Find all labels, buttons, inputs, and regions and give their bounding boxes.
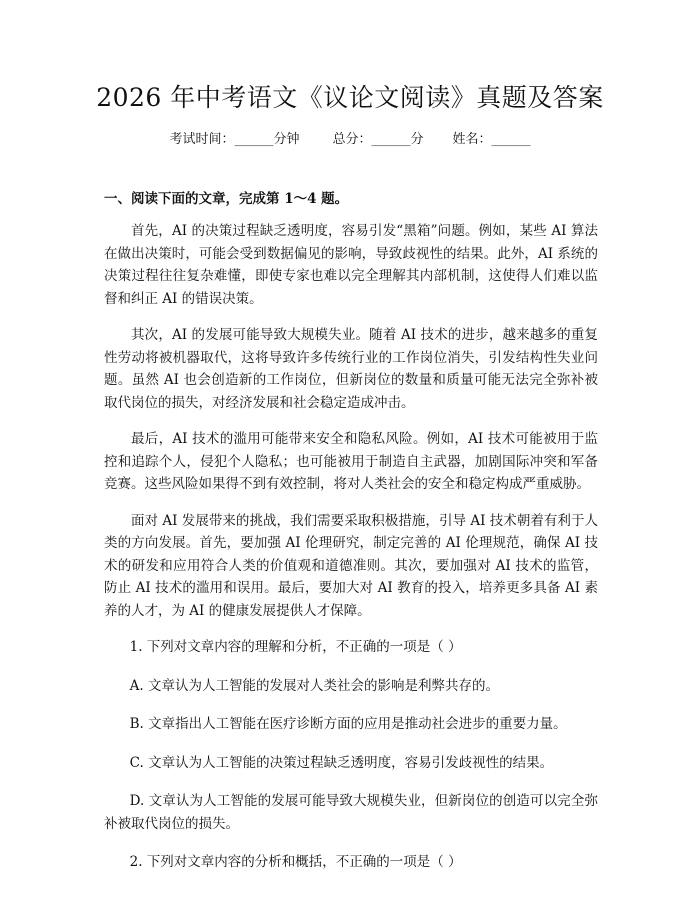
article-paragraph-2: 其次，AI 的发展可能导致大规模失业。随着 AI 技术的进步，越来越多的重复性劳动将被机器取代，这将导致许多传统行业的工作岗位消失，引发结构性失业问题。虽然 AI 也会创造新的工作岗位，但新岗位的数量和质量可能无法完全弥补被取代岗位的损失，对经济发展和社会稳定造成冲击。 [104,327,598,411]
article-paragraph-1: 首先，AI 的决策过程缺乏透明度，容易引发“黑箱”问题。例如，某些 AI 算法在做出决策时，可能会受到数据偏见的影响，导致歧视性的结果。此外，AI 系统的决策过程往往复杂难懂，即使专家也难以完全理解其内部机制，这使得人们难以监督和纠正 AI 的错误决策。 [104,223,598,307]
student-name-field: 姓名：______ [452,132,531,147]
article-paragraph-4: 面对 AI 发展带来的挑战，我们需要采取积极措施，引导 AI 技术朝着有利于人类的方向发展。首先，要加强 AI 伦理研究，制定完善的 AI 伦理规范，确保 AI 技术的研发和应用符合人类的价值观和道德准则。其次，要加强对 AI 技术的监管，防止 AI 技术的滥用和误用。最后，要加大对 AI 教育的投入，培养更多具备 AI 素养的人才，为 AI 的健康发展提供人才保障。 [104,512,598,619]
exam-time-field: 考试时间：______分钟 [169,132,300,147]
question-1-stem: 1. 下列对文章内容的理解和分析，不正确的一项是（ ） [129,639,462,655]
question-1-option-b: B. 文章指出人工智能在医疗诊断方面的应用是推动社会进步的重要力量。 [129,716,567,732]
total-score-field: 总分：______分 [332,132,424,147]
article-body [104,220,598,890]
article-paragraph-3: 最后，AI 技术的滥用可能带来安全和隐私风险。例如，AI 技术可能被用于监控和追踪个人，侵犯个人隐私；也可能被用于制造自主武器，加剧国际冲突和军备竞赛。这些风险如果得不到有效控制，将对人类社会的安全和稳定构成严重威胁。 [104,431,598,492]
question-1-option-d: D. 文章认为人工智能的发展可能导致大规模失业，但新岗位的创造可以完全弥补被取代岗位的损失。 [104,793,598,832]
question-1-option-c: C. 文章认为人工智能的决策过程缺乏透明度，容易引发歧视性的结果。 [129,754,554,771]
exam-info-line [0,131,700,149]
section-heading: 一、阅读下面的文章，完成第 1～4 题。 [104,191,349,207]
question-1-option-a: A. 文章认为人工智能的发展对人类社会的影响是利弊共存的。 [129,677,499,694]
question-2-stem: 2. 下列对文章内容的分析和概括，不正确的一项是（ ） [129,854,462,870]
page-title: 2026 年中考语文《议论文阅读》真题及答案 [96,83,604,112]
